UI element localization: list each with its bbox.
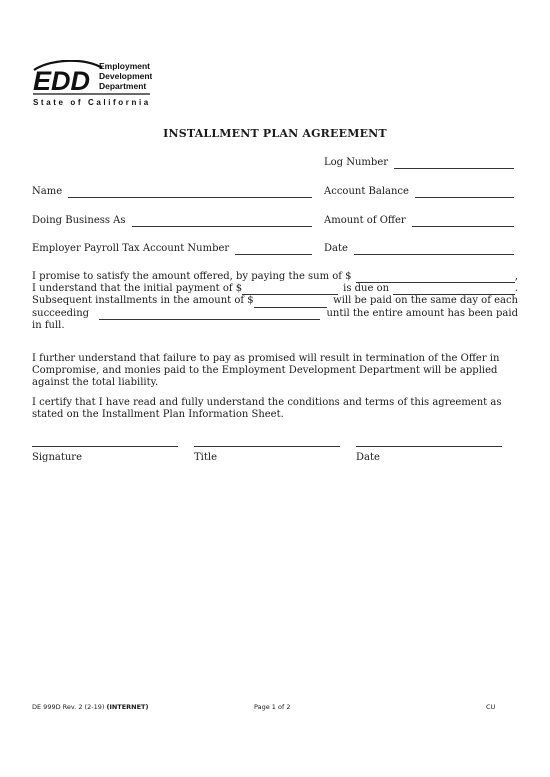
signature-label: Signature (32, 452, 83, 463)
dba-field[interactable] (32, 215, 312, 227)
installment-amount-blank[interactable] (254, 298, 328, 308)
sign-date-line[interactable] (356, 446, 502, 447)
promise-text-4: succeeding (32, 307, 90, 319)
form-id-text: DE 999D Rev. 2 (2-19) (32, 703, 105, 711)
promise-line-2 (32, 283, 518, 295)
logo-mark: EDD (33, 66, 91, 96)
form-id (32, 703, 148, 711)
promise-text-2b: is due on (343, 283, 390, 295)
promise-line-4 (32, 308, 518, 320)
date-field[interactable] (324, 243, 514, 255)
employer-payroll-label: Employer Payroll Tax Account Number (32, 243, 230, 254)
due-date-blank[interactable] (393, 285, 515, 295)
promise-text-4b: until the entire amount has been paid (326, 307, 518, 319)
log-number-line[interactable] (394, 158, 514, 169)
log-number-field[interactable] (324, 157, 514, 169)
promise-text-3: Subsequent installments in the amount of $ (32, 295, 254, 307)
date-label: Date (324, 243, 348, 254)
promise-end-2: . (514, 283, 518, 295)
edd-logo (32, 60, 152, 108)
promise-line-3 (32, 295, 518, 307)
form-id-tag: (INTERNET) (106, 703, 149, 711)
page-number: Page 1 of 2 (254, 703, 291, 711)
logo-state: State of California (33, 98, 151, 107)
amount-of-offer-line[interactable] (412, 216, 514, 227)
logo-line1: Employment (99, 61, 151, 71)
amount-of-offer-field[interactable] (324, 215, 514, 227)
title-line[interactable] (194, 446, 340, 447)
employer-payroll-line[interactable] (235, 244, 312, 255)
form-title: INSTALLMENT PLAN AGREEMENT (163, 127, 387, 140)
dba-line[interactable] (132, 216, 312, 227)
name-field[interactable] (32, 186, 312, 198)
name-label: Name (32, 186, 63, 197)
sign-date-label: Date (356, 452, 380, 463)
promise-line-1 (32, 271, 518, 283)
dba-label: Doing Business As (32, 215, 126, 226)
logo-line3: Department (99, 81, 147, 91)
title-label: Title (194, 452, 218, 463)
promise-text-3b: will be paid on the same day of each (333, 295, 518, 307)
period-blank[interactable] (99, 310, 320, 320)
logo-line2: Development (99, 71, 152, 81)
initial-payment-blank[interactable] (242, 285, 338, 295)
account-balance-line[interactable] (415, 187, 514, 198)
failure-paragraph: I further understand that failure to pay as promised will result in termination of the Offer in Compromise, and monies paid to the Employment Development Department will be applied against the total liability. (32, 353, 500, 389)
promise-text-2: I understand that the initial payment of $ (32, 283, 243, 295)
form-code: CU (486, 703, 496, 711)
promise-end-1: , (514, 271, 518, 282)
sum-blank[interactable] (356, 273, 515, 283)
log-number-label: Log Number (324, 157, 389, 168)
certify-paragraph: I certify that I have read and fully understand the conditions and terms of this agreement as stated on the Installment Plan Information Sheet. (32, 397, 502, 421)
name-line[interactable] (68, 187, 312, 198)
amount-of-offer-label: Amount of Offer (324, 215, 406, 226)
account-balance-label: Account Balance (324, 186, 409, 197)
promise-paragraph (32, 271, 518, 332)
account-balance-field[interactable] (324, 186, 514, 198)
promise-line-5: in full. (32, 319, 65, 331)
promise-text-1: I promise to satisfy the amount offered, by paying the sum of $ (32, 271, 352, 282)
date-line[interactable] (354, 244, 514, 255)
signature-line[interactable] (32, 446, 178, 447)
employer-payroll-field[interactable] (32, 243, 312, 255)
